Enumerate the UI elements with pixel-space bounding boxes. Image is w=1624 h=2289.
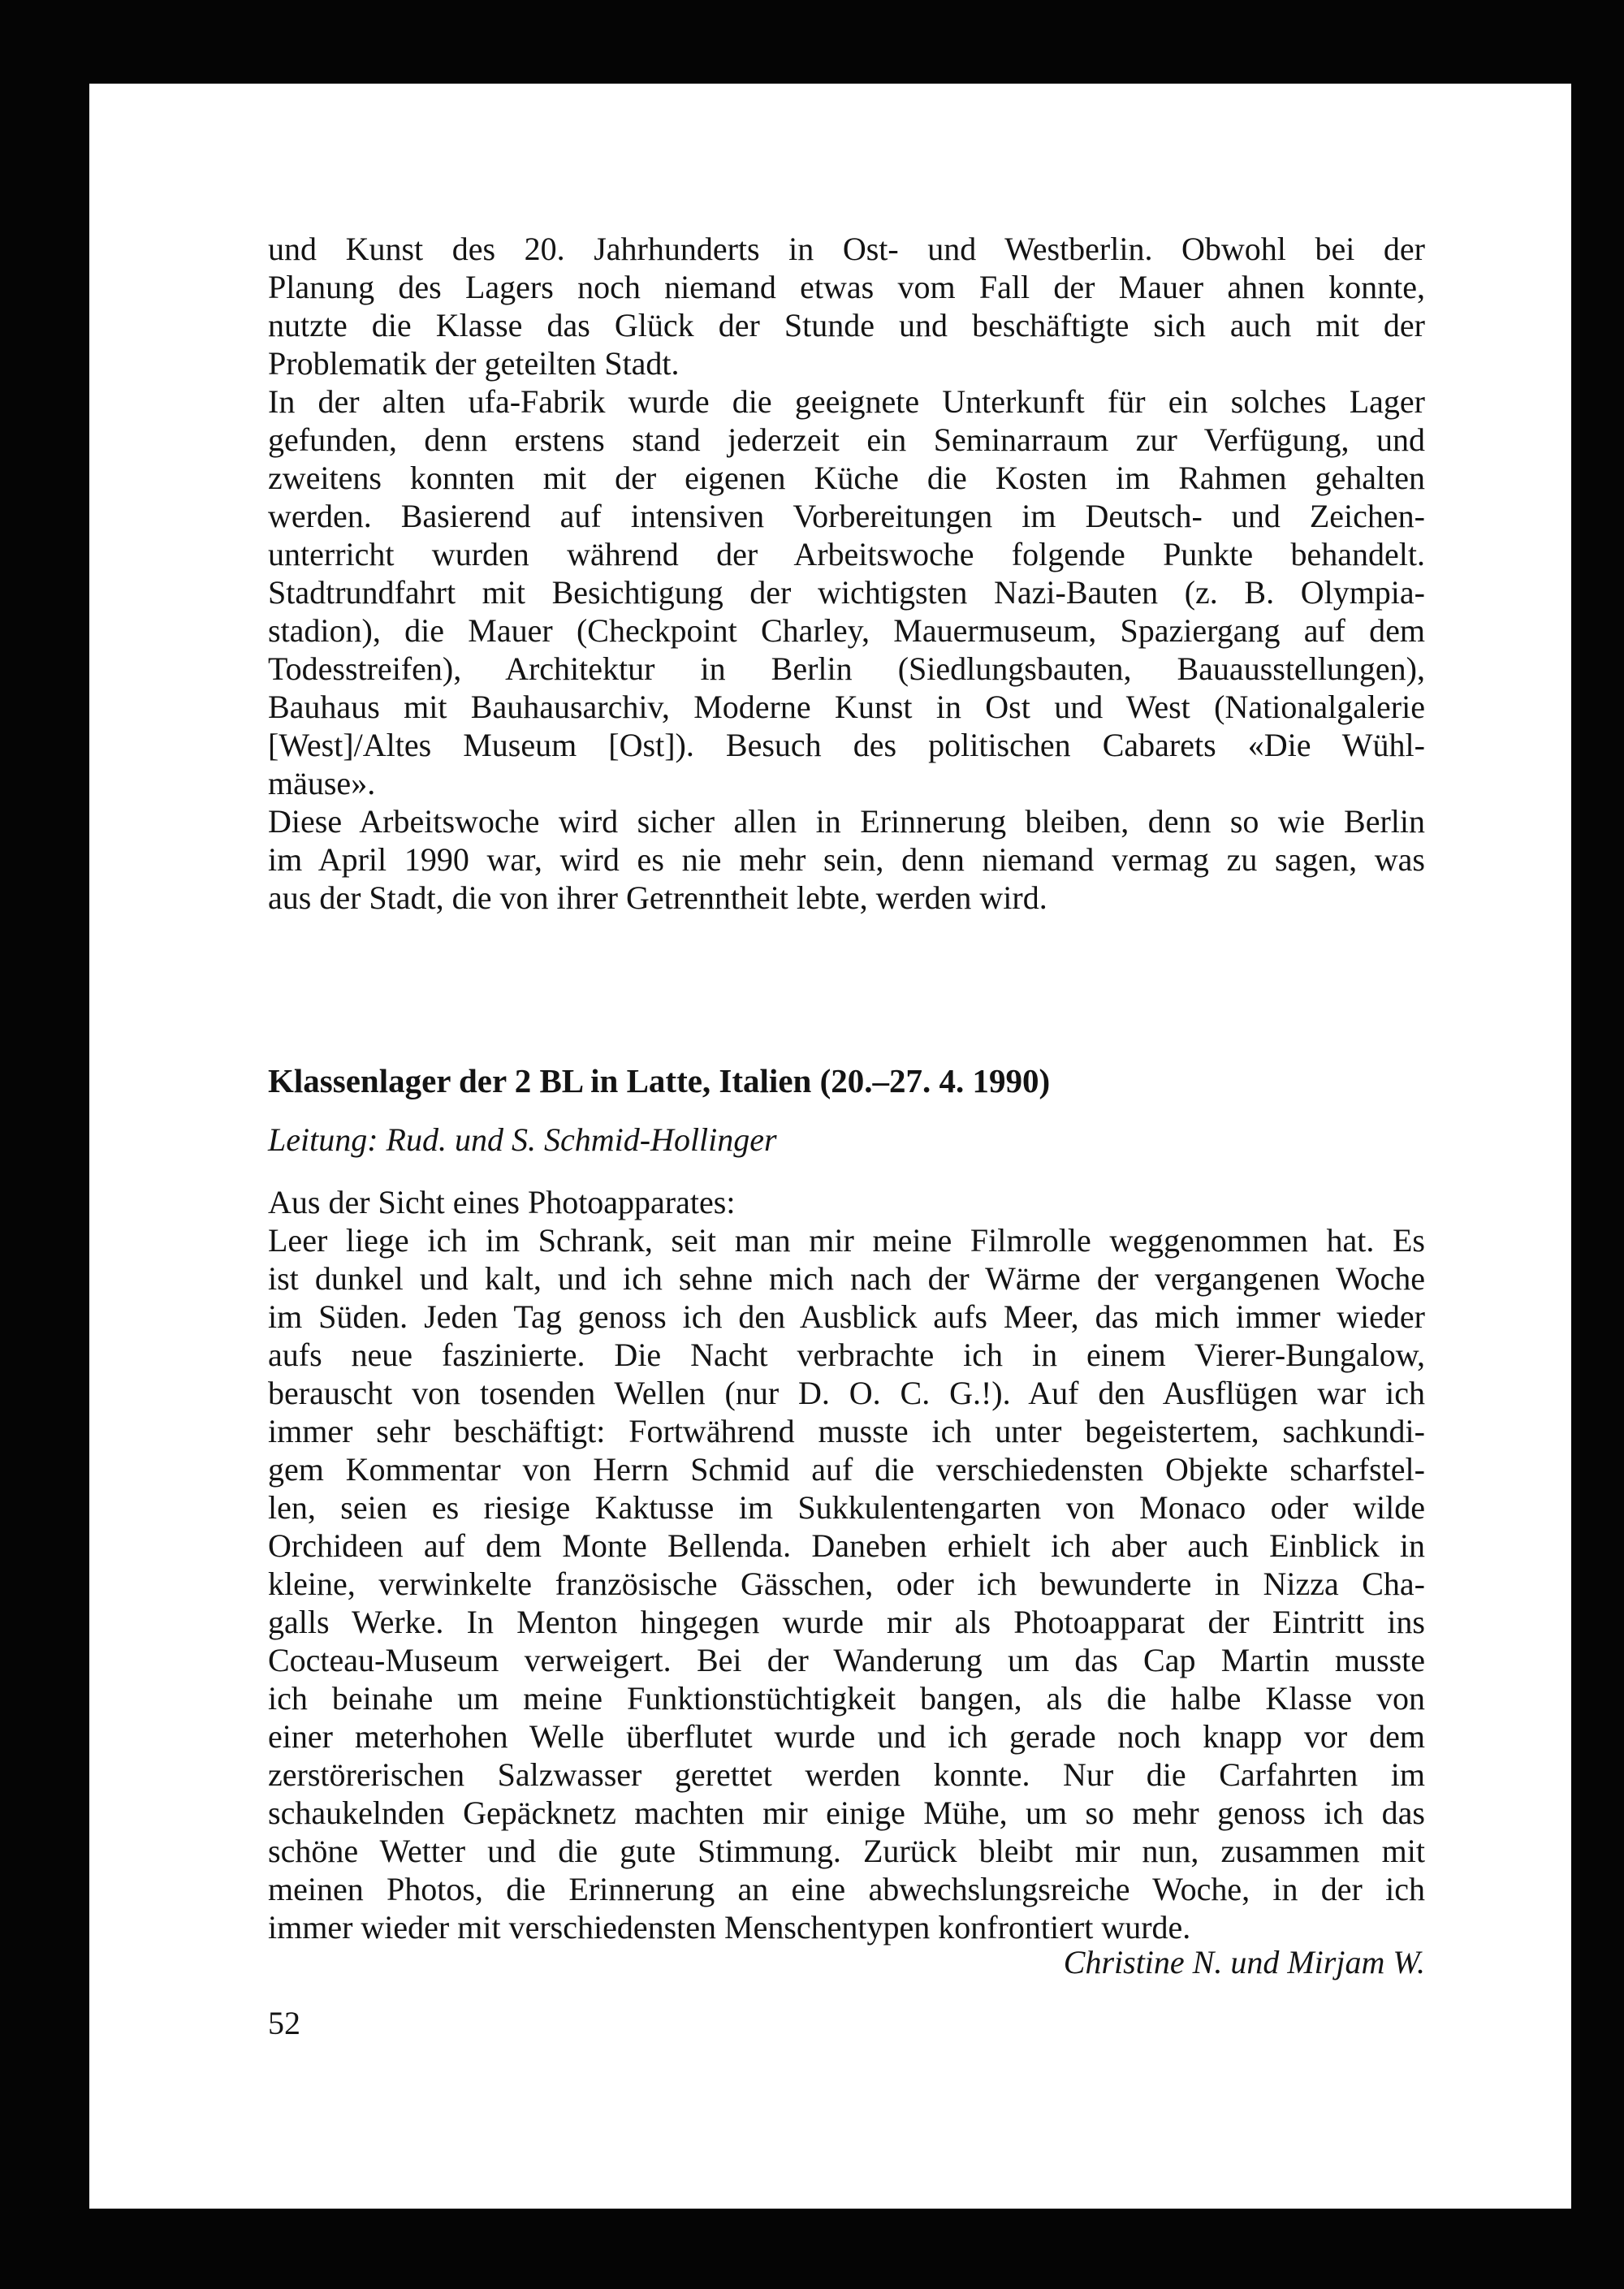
text-line: im Süden. Jeden Tag genoss ich den Ausblick aufs Meer, das mich immer wieder: [268, 1298, 1425, 1335]
text-line: aus der Stadt, die von ihrer Getrenntheit lebte, werden wird.: [268, 879, 1047, 916]
text-line: galls Werke. In Menton hingegen wurde mir als Photoapparat der Eintritt ins: [268, 1604, 1425, 1640]
page-number: 52: [268, 2005, 300, 2041]
text-line: Todesstreifen), Architektur in Berlin (Siedlungsbauten, Bauausstellungen),: [268, 650, 1425, 687]
text-line: gem Kommentar von Herrn Schmid auf die verschiedensten Objekte scharfstel-: [268, 1451, 1425, 1488]
text-line: und Kunst des 20. Jahrhunderts in Ost- und Westberlin. Obwohl bei der: [268, 231, 1425, 267]
text-line: immer sehr beschäftigt: Fortwährend musste ich unter begeistertem, sachkundi-: [268, 1413, 1425, 1449]
text-line: Cocteau-Museum verweigert. Bei der Wanderung um das Cap Martin musste: [268, 1642, 1425, 1678]
text-line: im April 1990 war, wird es nie mehr sein, denn niemand vermag zu sagen, was: [268, 841, 1425, 878]
text-line: In der alten ufa-Fabrik wurde die geeignete Unterkunft für ein solches Lager: [268, 383, 1425, 420]
text-line: [West]/Altes Museum [Ost]). Besuch des politischen Cabarets «Die Wühl-: [268, 727, 1425, 763]
text-line: zerstörerischen Salzwasser gerettet werden konnte. Nur die Carfahrten im: [268, 1756, 1425, 1793]
text-line: stadion), die Mauer (Checkpoint Charley, Mauermuseum, Spaziergang auf dem: [268, 612, 1425, 649]
text-line: aufs neue faszinierte. Die Nacht verbrachte ich in einem Vierer-Bungalow,: [268, 1337, 1425, 1373]
text-line: einer meterhohen Welle überflutet wurde und ich gerade noch knapp vor dem: [268, 1718, 1425, 1755]
text-line: len, seien es riesige Kaktusse im Sukkulentengarten von Monaco oder wilde: [268, 1489, 1425, 1526]
text-line: Aus der Sicht eines Photoapparates:: [268, 1184, 736, 1220]
section-leitung: Leitung: Rud. und S. Schmid-Hollinger: [268, 1121, 777, 1158]
text-line: ist dunkel und kalt, und ich sehne mich nach der Wärme der vergangenen Woche: [268, 1260, 1425, 1297]
text-line: Leer liege ich im Schrank, seit man mir meine Filmrolle weggenommen hat. Es: [268, 1222, 1425, 1259]
text-line: immer wieder mit verschiedensten Menschentypen konfrontiert wurde.: [268, 1909, 1191, 1946]
text-line: meinen Photos, die Erinnerung an eine abwechslungsreiche Woche, in der ich: [268, 1871, 1425, 1907]
author-signature: Christine N. und Mirjam W.: [1063, 1944, 1425, 1980]
text-line: Problematik der geteilten Stadt.: [268, 345, 680, 382]
document-page: [89, 84, 1571, 2209]
text-line: Orchideen auf dem Monte Bellenda. Daneben erhielt ich aber auch Einblick in: [268, 1527, 1425, 1564]
text-line: Planung des Lagers noch niemand etwas vom Fall der Mauer ahnen konnte,: [268, 269, 1425, 305]
text-line: gefunden, denn erstens stand jederzeit ein Seminarraum zur Verfügung, und: [268, 421, 1425, 458]
section-italien-text: [268, 1183, 1425, 1946]
section-berlin-text: [268, 230, 1425, 917]
text-line: Bauhaus mit Bauhausarchiv, Moderne Kunst in Ost und West (Nationalgalerie: [268, 689, 1425, 725]
text-line: nutzte die Klasse das Glück der Stunde und beschäftigte sich auch mit der: [268, 307, 1425, 343]
text-line: kleine, verwinkelte französische Gässchen, oder ich bewunderte in Nizza Cha-: [268, 1566, 1425, 1602]
text-line: mäuse».: [268, 765, 376, 801]
section-heading: Klassenlager der 2 BL in Latte, Italien (20.–27. 4. 1990): [268, 1062, 1051, 1099]
text-line: Stadtrundfahrt mit Besichtigung der wichtigsten Nazi-Bauten (z. B. Olympia-: [268, 574, 1425, 611]
text-line: ich beinahe um meine Funktionstüchtigkeit bangen, als die halbe Klasse von: [268, 1680, 1425, 1717]
text-line: schaukelnden Gepäcknetz machten mir einige Mühe, um so mehr genoss ich das: [268, 1794, 1425, 1831]
text-line: Diese Arbeitswoche wird sicher allen in Erinnerung bleiben, denn so wie Berlin: [268, 803, 1425, 840]
text-line: zweitens konnten mit der eigenen Küche die Kosten im Rahmen gehalten: [268, 460, 1425, 496]
text-line: unterricht wurden während der Arbeitswoche folgende Punkte behandelt.: [268, 536, 1425, 572]
text-line: schöne Wetter und die gute Stimmung. Zurück bleibt mir nun, zusammen mit: [268, 1833, 1425, 1869]
text-line: werden. Basierend auf intensiven Vorbereitungen im Deutsch- und Zeichen-: [268, 498, 1425, 534]
text-line: berauscht von tosenden Wellen (nur D. O. C. G.!). Auf den Ausflügen war ich: [268, 1375, 1425, 1411]
